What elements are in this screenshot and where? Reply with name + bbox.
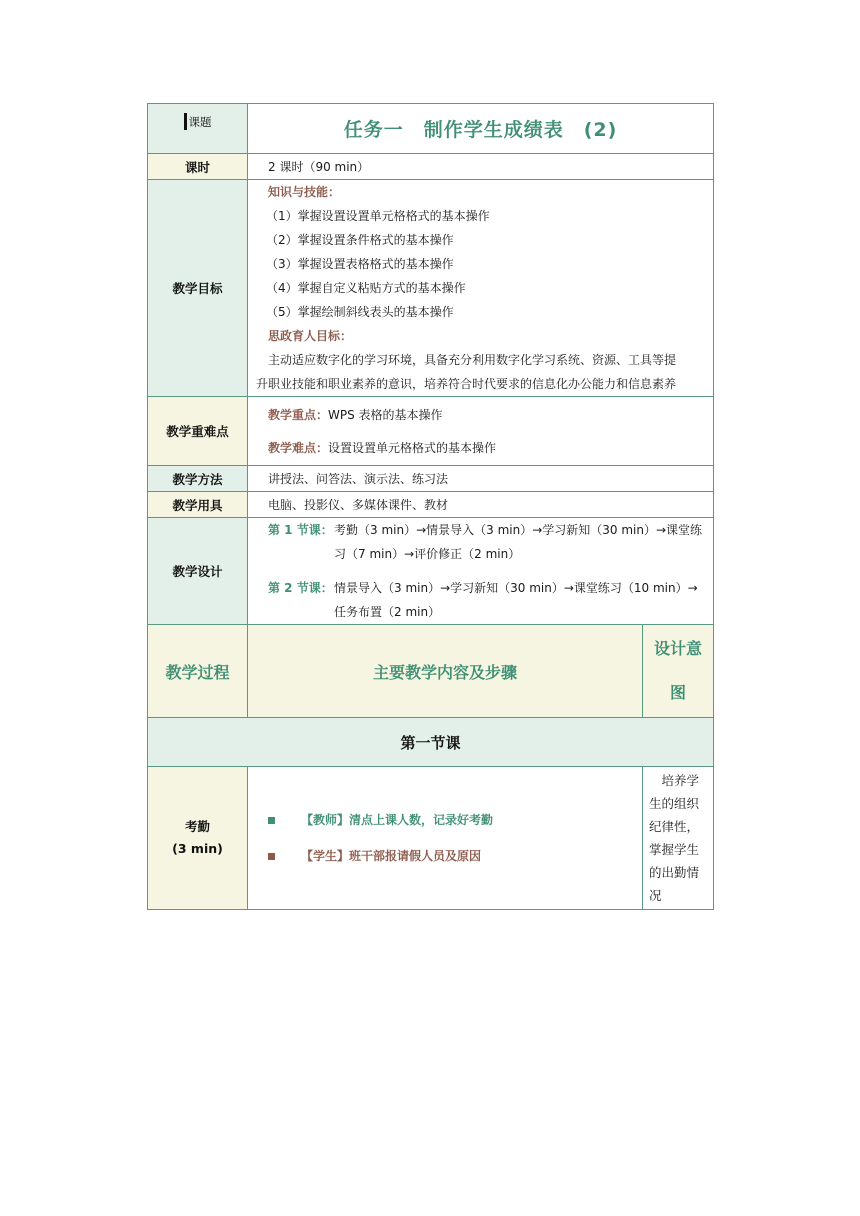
process-header-row	[148, 625, 714, 718]
objective-item-1: （1）掌握设置设置单元格格式的基本操作	[266, 209, 490, 223]
knowledge-title: 知识与技能：	[268, 185, 341, 199]
student-item	[268, 844, 634, 868]
attendance-label-line2: (3 min)	[172, 841, 223, 856]
focus-text: WPS 表格的基本操作	[328, 407, 443, 422]
intent-line-4: 掌握学生	[649, 842, 700, 857]
process-header-col1: 教学过程	[148, 625, 248, 718]
focus-line	[268, 403, 705, 427]
intent-line-6: 况	[649, 888, 662, 903]
ke-shi-value: 2 课时（90 min）	[248, 154, 714, 180]
cursor-bar-icon	[184, 113, 187, 130]
intent-line-1: 培养学	[649, 773, 700, 788]
lesson2-text	[334, 576, 707, 624]
process-header-col3-line1: 设计意	[653, 639, 702, 658]
lesson2-design	[268, 576, 707, 624]
key-points-content	[248, 397, 714, 466]
attendance-content	[248, 767, 643, 910]
ke-shi-row	[148, 154, 714, 180]
ideology-title: 思政育人目标：	[268, 329, 353, 343]
methods-row	[148, 466, 714, 492]
teacher-item	[268, 808, 634, 832]
design-row	[148, 518, 714, 625]
lesson1-line-1: 考勤（3 min）→情景导入（3 min）→学习新知（30 min）→课堂练	[334, 523, 703, 537]
key-points-label: 教学重难点	[148, 397, 248, 466]
attendance-label-line1: 考勤	[184, 819, 210, 834]
difficulty-text: 设置设置单元格格式的基本操作	[328, 440, 497, 455]
ke-shi-label: 课时	[148, 154, 248, 180]
process-header-col3-line2: 图	[669, 683, 686, 702]
lesson1-tag: 第 1 节课：	[268, 523, 333, 537]
title-row	[148, 104, 714, 154]
lesson2-line-1: 情景导入（3 min）→学习新知（30 min）→课堂练习（10 min）→	[334, 581, 698, 595]
design-content	[248, 518, 714, 625]
objectives-content	[248, 180, 714, 397]
methods-label: 教学方法	[148, 466, 248, 492]
objective-item-4: （4）掌握自定义粘贴方式的基本操作	[266, 281, 466, 295]
objective-item-5: （5）掌握绘制斜线表头的基本操作	[266, 305, 454, 319]
teacher-text: 【教师】清点上课人数，记录好考勤	[301, 813, 494, 827]
attendance-intent	[643, 767, 714, 910]
process-header-col2: 主要教学内容及步骤	[248, 625, 643, 718]
ideology-line-1: 主动适应数字化的学习环境，具备充分利用数字化学习系统、资源、工具等提	[268, 353, 677, 367]
ke-ti-label: 课题	[188, 115, 212, 129]
tools-row	[148, 492, 714, 518]
section1-title: 第一节课	[148, 718, 714, 767]
intent-line-2: 生的组织	[649, 796, 700, 811]
lesson1-design	[268, 518, 707, 566]
ideology-line-2: 升职业技能和职业素养的意识，培养符合时代要求的信息化办公能力和信息素养	[256, 377, 677, 391]
difficulty-tag: 教学难点：	[268, 440, 329, 455]
brown-square-bullet-icon	[268, 853, 275, 860]
lesson1-text	[334, 518, 707, 566]
attendance-row	[148, 767, 714, 910]
attendance-label	[148, 767, 248, 910]
lesson-title: 任务一 制作学生成绩表 (2)	[248, 104, 714, 154]
lesson1-line-2: 习（7 min）→评价修正（2 min）	[334, 547, 521, 561]
objective-item-3: （3）掌握设置表格格式的基本操作	[266, 257, 454, 271]
ke-ti-label-cell	[148, 104, 248, 154]
student-text: 【学生】班干部报请假人员及原因	[301, 849, 482, 863]
section1-row	[148, 718, 714, 767]
lesson-plan-table	[147, 103, 714, 910]
tools-label: 教学用具	[148, 492, 248, 518]
objectives-label: 教学目标	[148, 180, 248, 397]
tools-value: 电脑、投影仪、多媒体课件、教材	[248, 492, 714, 518]
focus-tag: 教学重点：	[268, 407, 329, 422]
objectives-row	[148, 180, 714, 397]
green-square-bullet-icon	[268, 817, 275, 824]
process-header-col3	[643, 625, 714, 718]
lesson2-line-2: 任务布置（2 min）	[334, 605, 441, 619]
difficulty-line	[268, 436, 705, 460]
methods-value: 讲授法、问答法、演示法、练习法	[248, 466, 714, 492]
objective-item-2: （2）掌握设置条件格式的基本操作	[266, 233, 454, 247]
intent-line-5: 的出勤情	[649, 865, 700, 880]
design-label: 教学设计	[148, 518, 248, 625]
intent-line-3: 纪律性，	[649, 819, 700, 834]
lesson2-tag: 第 2 节课：	[268, 581, 333, 595]
key-points-row	[148, 397, 714, 466]
